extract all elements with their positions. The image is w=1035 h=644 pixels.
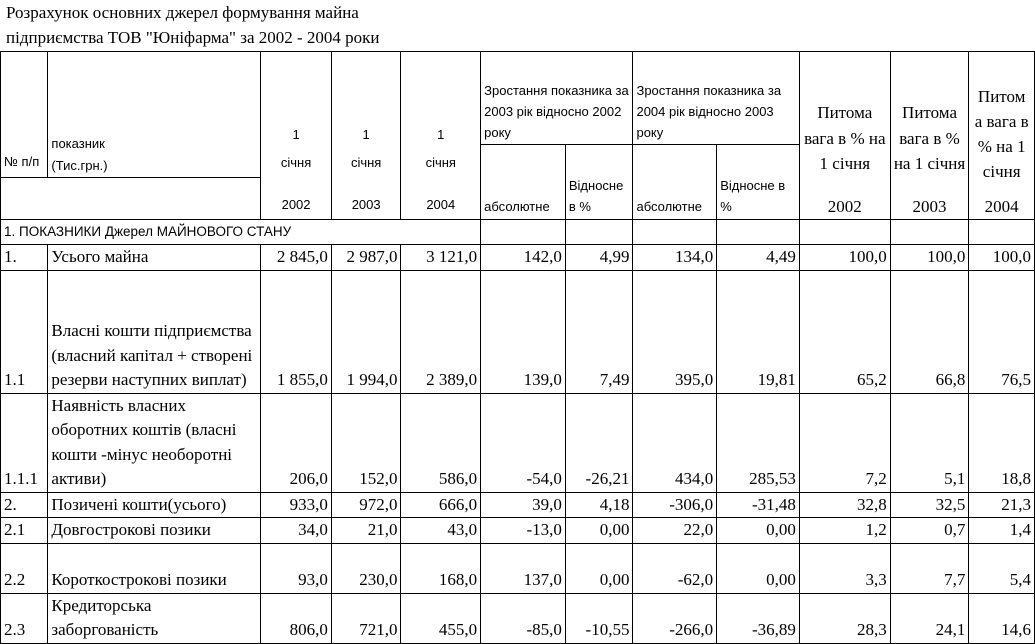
row-value: 19,81 [717,270,800,393]
row-value: 2 845,0 [261,245,332,271]
row-value: 285,53 [717,393,800,492]
row-value: 0,00 [565,518,633,544]
row-value: 100,0 [890,245,969,271]
table-row [1,245,1035,271]
row-value: 230,0 [331,543,401,593]
header-col-2004: 1 січня 2004 [401,52,481,220]
section-empty [890,220,969,245]
section-empty [481,220,566,245]
row-indicator-name: Усього майна [48,245,261,271]
doc-title-line1: Розрахунок основних джерел формування майна [6,3,359,22]
row-value: 93,0 [261,543,332,593]
row-value: 586,0 [401,393,481,492]
row-value: 43,0 [401,518,481,544]
row-value: 0,7 [890,518,969,544]
row-value: 28,3 [799,593,890,643]
header-growth-2004: Зростання показника за 2004 рік відносно 2003 року [633,52,799,145]
row-value: 134,0 [633,245,717,271]
row-value: -36,89 [717,593,800,643]
row-value: 4,49 [717,245,800,271]
row-value: 14,6 [969,593,1035,643]
row-value: 39,0 [481,492,566,518]
section-empty [969,220,1035,245]
row-value: 4,99 [565,245,633,271]
row-value: 2 987,0 [331,245,401,271]
row-number: 1.1 [1,270,48,393]
header-num: № п/п [1,52,48,178]
row-value: -13,0 [481,518,566,544]
header-indicator-unit: (Тис.грн.) [51,158,108,173]
table-row [1,393,1035,492]
row-value: 434,0 [633,393,717,492]
row-value: 1 855,0 [261,270,332,393]
row-value: 34,0 [261,518,332,544]
row-value: 455,0 [401,593,481,643]
row-value: 972,0 [331,492,401,518]
row-value: 0,00 [717,543,800,593]
row-value: 66,8 [890,270,969,393]
section-empty [565,220,633,245]
row-value: 3,3 [799,543,890,593]
row-indicator-name: Короткострокові позики [48,543,261,593]
row-value: 666,0 [401,492,481,518]
row-value: 4,18 [565,492,633,518]
row-value: 1 994,0 [331,270,401,393]
row-value: 22,0 [633,518,717,544]
row-value: 0,00 [717,518,800,544]
row-value: 100,0 [969,245,1035,271]
row-value: 933,0 [261,492,332,518]
row-value: 7,2 [799,393,890,492]
row-value: -62,0 [633,543,717,593]
sources-table [0,51,1035,644]
row-value: 395,0 [633,270,717,393]
table-row [1,593,1035,643]
header-col-2003: 1 січня 2003 [331,52,401,220]
row-indicator-name: Кредиторська заборгованість [48,593,261,643]
header-indicator-label: показник [51,136,105,151]
row-indicator-name: Наявність власних оборотних коштів (власні кошти -мінус необоротні активи) [48,393,261,492]
row-number: 2.1 [1,518,48,544]
row-value: -26,21 [565,393,633,492]
row-number: 2.2 [1,543,48,593]
row-value: -306,0 [633,492,717,518]
row-value: 1,2 [799,518,890,544]
row-value: 168,0 [401,543,481,593]
table-row [1,270,1035,393]
section-empty [799,220,890,245]
row-value: 142,0 [481,245,566,271]
row-value: 721,0 [331,593,401,643]
section-empty [633,220,717,245]
section-title: 1. ПОКАЗНИКИ Джерел МАЙНОВОГО СТАНУ [1,220,481,245]
header-share-2002: Питома вага в % на 1 січня 2002 [799,52,890,220]
row-indicator-name: Позичені кошти(усього) [48,492,261,518]
row-number: 1. [1,245,48,271]
row-value: 2 389,0 [401,270,481,393]
header-share-2003: Питома вага в % на 1 січня 2003 [890,52,969,220]
header-abs-2004: абсолютне [633,145,717,220]
row-value: 100,0 [799,245,890,271]
table-row [1,543,1035,593]
doc-title-line2: підприємства ТОВ "Юніфарма" за 2002 - 2004 роки [6,28,380,47]
header-rel-2003: Відносне в % [565,145,633,220]
row-indicator-name: Власні кошти підприємства (власний капітал + створені резерви наступних виплат) [48,270,261,393]
row-value: 21,0 [331,518,401,544]
row-value: 24,1 [890,593,969,643]
row-value: 137,0 [481,543,566,593]
row-value: 3 121,0 [401,245,481,271]
row-value: 206,0 [261,393,332,492]
row-value: 139,0 [481,270,566,393]
row-value: 806,0 [261,593,332,643]
row-value: 5,1 [890,393,969,492]
row-value: -85,0 [481,593,566,643]
row-value: 76,5 [969,270,1035,393]
header-indicator [48,52,261,178]
header-rel-2004: Відносне в % [717,145,800,220]
header-abs-2003: абсолютне [481,145,566,220]
row-value: 65,2 [799,270,890,393]
row-number: 2. [1,492,48,518]
table-row [1,492,1035,518]
row-indicator-name: Довгострокові позики [48,518,261,544]
row-value: 21,3 [969,492,1035,518]
row-value: 152,0 [331,393,401,492]
row-value: -54,0 [481,393,566,492]
row-value: -266,0 [633,593,717,643]
row-value: 7,49 [565,270,633,393]
row-value: 0,00 [565,543,633,593]
row-value: 7,7 [890,543,969,593]
row-number: 2.3 [1,593,48,643]
row-value: 32,8 [799,492,890,518]
header-growth-2003: Зростання показника за 2003 рік відносно 2002 року [481,52,633,145]
row-value: -31,48 [717,492,800,518]
header-share-2004: Питом а вага в % на 1 січня 2004 [969,52,1035,220]
row-value: 18,8 [969,393,1035,492]
row-value: -10,55 [565,593,633,643]
header-col-2002: 1 січня 2002 [261,52,332,220]
table-row [1,518,1035,544]
row-value: 5,4 [969,543,1035,593]
row-number: 1.1.1 [1,393,48,492]
row-value: 1,4 [969,518,1035,544]
row-value: 32,5 [890,492,969,518]
section-empty [717,220,800,245]
header-blank [1,178,261,220]
